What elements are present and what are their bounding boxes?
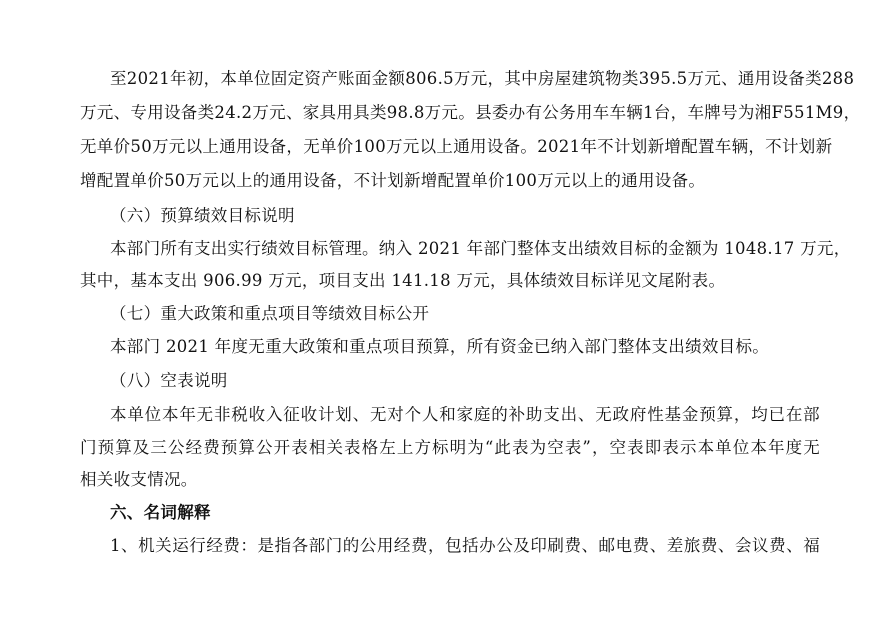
- paragraph-line: 至2021年初，本单位固定资产账面金额806.5万元，其中房屋建筑物类395.5万元、通用设备类288: [110, 69, 855, 88]
- chapter-heading: 六、名词解释: [110, 503, 211, 522]
- paragraph-line: 万元、专用设备类24.2万元、家具用具类98.8万元。县委办有公务用车车辆1台，车牌号为湘F551M9，: [80, 103, 861, 122]
- paragraph-line: 门预算及三公经费预算公开表相关表格左上方标明为“此表为空表”，空表即表示本单位本年度无: [80, 438, 820, 457]
- section-heading: （七）重大政策和重点项目等绩效目标公开: [110, 304, 430, 323]
- section-heading: （八）空表说明: [110, 371, 228, 390]
- paragraph-line: 1、机关运行经费：是指各部门的公用经费，包括办公及印刷费、邮电费、差旅费、会议费、福: [110, 536, 820, 555]
- paragraph-line: 本单位本年无非税收入征收计划、无对个人和家庭的补助支出、无政府性基金预算，均已在部: [110, 405, 820, 424]
- paragraph-line: 其中，基本支出 906.99 万元，项目支出 141.18 万元，具体绩效目标详见文尾附表。: [80, 271, 726, 290]
- section-heading: （六）预算绩效目标说明: [110, 206, 295, 225]
- paragraph-line: 相关收支情况。: [80, 470, 198, 489]
- paragraph-line: 本部门 2021 年度无重大政策和重点项目预算，所有资金已纳入部门整体支出绩效目标。: [110, 337, 770, 356]
- paragraph-line: 增配置单价50万元以上的通用设备，不计划新增配置单价100万元以上的通用设备。: [80, 171, 706, 190]
- paragraph-line: 本部门所有支出实行绩效目标管理。纳入 2021 年部门整体支出绩效目标的金额为 1048.17 万元，: [110, 239, 851, 258]
- paragraph-line: 无单价50万元以上通用设备，无单价100万元以上通用设备。2021年不计划新增配置车辆，不计划新: [80, 137, 833, 156]
